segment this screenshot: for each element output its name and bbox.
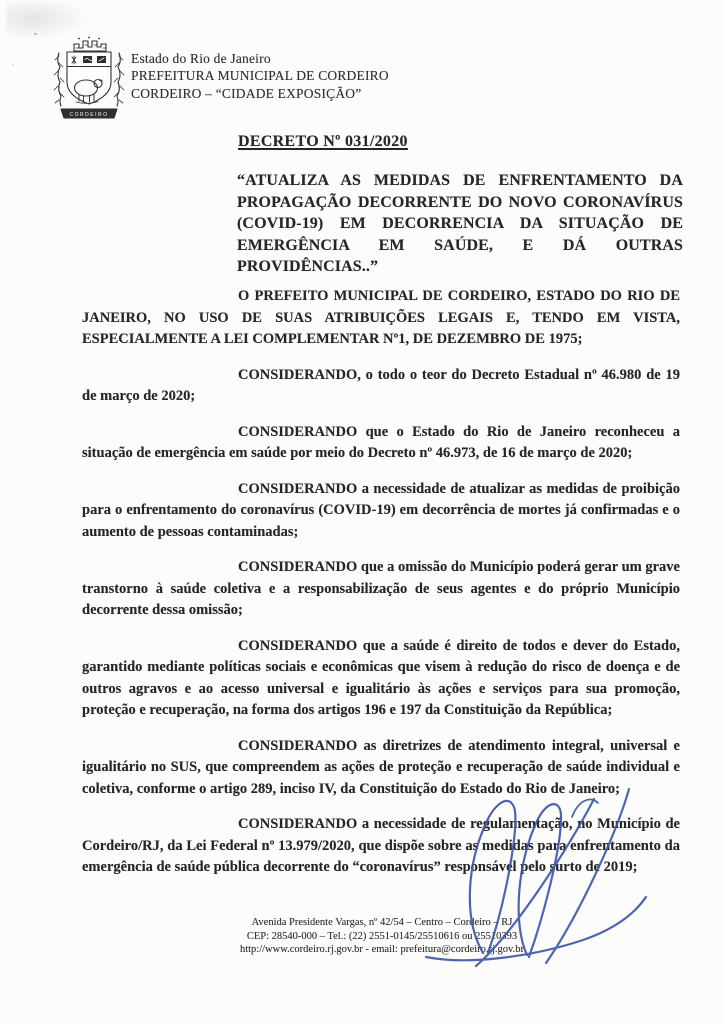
considerando-paragraph-5: CONSIDERANDO que a saúde é direito de todos e dever do Estado, garantido mediante políticas sociais e econômicas que visem à redução do risco de doença e de outros agravos e ao acesso universal e igualitário às ações e serviços para sua promoção, proteção e recuperação, na forma dos artigos 196 e 197 da Constituição da República; — [82, 637, 680, 718]
considerando-paragraph-6: CONSIDERANDO as diretrizes de atendimento integral, universal e igualitário no SUS, que compreendem as ações de proteção e recuperação de saúde individual e coletiva, conforme o artigo 289, inciso IV, da Constituição do Estado do Rio de Janeiro; — [82, 737, 680, 797]
header-municipality-line: PREFEITURA MUNICIPAL DE CORDEIRO — [131, 68, 389, 84]
coat-of-arms-icon — [52, 36, 126, 124]
considerando-paragraph-1: CONSIDERANDO, o todo o teor do Decreto Estadual nº 46.980 de 19 de março de 2020; — [82, 366, 680, 404]
footer-address: Avenida Presidente Vargas, nº 42/54 – Centro – Cordeiro – RJ — [251, 917, 513, 928]
scan-speck — [34, 33, 37, 35]
header-motto-line: CORDEIRO – “CIDADE EXPOSIÇÃO” — [131, 85, 362, 101]
header-state-line: Estado do Rio de Janeiro — [131, 51, 271, 66]
considerando-paragraph-4: CONSIDERANDO que a omissão do Município poderá gerar um grave transtorno à saúde coletiva e a responsabilização de seus agentes e do próprio Município decorrente dessa omissão; — [82, 559, 680, 618]
decree-epigraph: “ATUALIZA AS MEDIDAS DE ENFRENTAMENTO DA PROPAGAÇÃO DECORRENTE DO NOVO CORONAVÍRUS (COVID-19) EM DECORRENCIA DA SITUAÇÃO DE EMERGÊNCIA EM SAÚDE, E DÁ OUTRAS PROVIDÊNCIAS..” — [237, 172, 683, 275]
footer-web-email: http://www.cordeiro.rj.gov.br - email: prefeitura@cordeiro.rj.gov.br — [239, 944, 525, 955]
preamble-paragraph: O PREFEITO MUNICIPAL DE CORDEIRO, ESTADO DO RIO DE JANEIRO, NO USO DE SUAS ATRIBUIÇÕES LEGAIS E, TENDO EM VISTA, ESPECIALMENTE A LEI COMPLEMENTAR Nº1, DE DEZEMBRO DE 1975; — [82, 288, 680, 347]
considerando-paragraph-2: CONSIDERANDO que o Estado do Rio de Janeiro reconheceu a situação de emergência em saúde por meio do Decreto nº 46.973, de 16 de março de 2020; — [82, 423, 680, 461]
coat-of-arms-banner-text: CORDEIRO — [69, 112, 109, 118]
signature-ink — [420, 783, 650, 973]
scan-speck — [12, 64, 14, 66]
decree-title: DECRETO Nº 031/2020 — [238, 133, 408, 150]
considerando-paragraph-7: CONSIDERANDO a necessidade de regulamentação, no Município de Cordeiro/RJ, da Lei Federal nº 13.979/2020, que dispõe sobre as medidas para enfrentamento da emergência de saúde pública decorrente do “coronavírus” responsável pelo surto de 2019; — [82, 816, 680, 875]
footer-cep-tel: CEP: 28540-000 – Tel.: (22) 2551-0145/25510616 ou 25510393 — [246, 930, 518, 942]
considerando-paragraph-3: CONSIDERANDO a necessidade de atualizar as medidas de proibição para o enfrentamento do coronavírus (COVID-19) em decorrência de mortes já confirmadas e o aumento de pessoas contaminadas; — [82, 480, 680, 540]
letterhead — [131, 50, 389, 102]
